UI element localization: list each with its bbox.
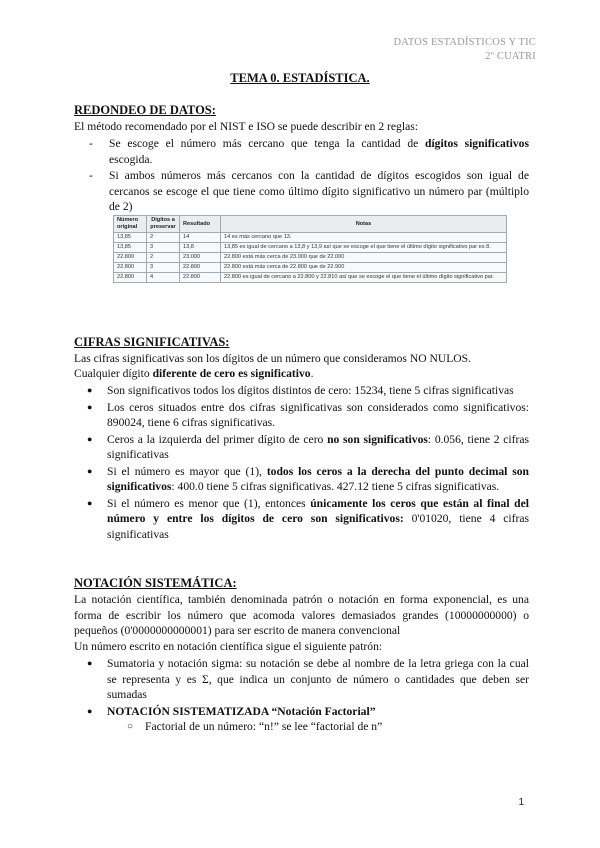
cifras-bullets [74,383,529,543]
list-item: ● Sumatoria y notación sigma: su notación se debe al nombre de la letra griega con la cual se representa y es Σ, que indica un conjunto de número o cantidades que deben ser sumadas [87,657,529,701]
list-item: ● NOTACIÓN SISTEMATIZADA “Notación Factorial” ○ Factorial de un número: “n!” se lee “factorial de n” [74,704,529,735]
list-item: ● Si el número es mayor que (1), todos los ceros a la derecha del punto decimal son significativos: 400.0 tiene 5 cifras significativas. 427.12 tiene 5 cifras significativas. [87,464,529,493]
rule-item: - Se escoge el número más cercano que tenga la cantidad de dígitos significativos escogida. [89,137,529,166]
list-item: ● Ceros a la izquierda del primer dígito de cero no son significativos: 0.056, tiene 2 cifras significativas [87,432,529,461]
section-heading-cifras: CIFRAS SIGNIFICATIVAS: [74,335,230,349]
list-item: ● Son significativos todos los dígitos distintos de cero: 15234, tiene 5 cifras significativas [87,384,514,397]
section-heading-redondeo: REDONDEO DE DATOS: [74,103,216,117]
list-item: ● Si el número es menor que (1), entonces únicamente los ceros que están al final del número y entre los dígitos de cero son significativos: 0'01020, tiene 4 cifras significativas [87,496,529,541]
bullet-dot-icon: ● [87,497,93,508]
bullet-dot-icon: ● [87,433,93,444]
column-header: Dígitos a preservar [147,216,180,233]
column-header: Resultado [180,216,221,233]
notacion-pattern-line: Un número escrito en notación científica sigue el siguiente patrón: [74,640,383,653]
bullet-dot-icon: ● [87,465,93,476]
notacion-bullets [74,656,529,736]
table-row: 13,85 2 14 14 es más cercano que 13. [114,233,507,243]
section-heading-notacion: NOTACIÓN SISTEMÁTICA: [74,576,237,590]
table-row: 22.800 4 22.800 22.800 es igual de cercano a 22.800 y 22.810 así que se escoge el que tiene el último dígito significativo par. [114,273,507,283]
header-term: 2º CUATRI [485,51,536,62]
cifras-rule: Cualquier dígito diferente de cero es significativo. [74,367,314,380]
header-subject: DATOS ESTADÍSTICOS Y TIC [393,37,536,48]
table-row: 22.800 3 22.800 22.800 está más cerca de 22.800 que de 22.900 [114,263,507,273]
rule-item: - Si ambos números más cercanos con la cantidad de dígitos escogidos son igual de cercanos se escoge el que tiene como último dígito significativo un número par (múltiplo de 2) [89,169,529,213]
bullet-dot-icon: ● [87,705,93,716]
bullet-dot-icon: ● [87,385,93,395]
page-number: 1 [518,797,524,808]
table-header-row [114,216,507,233]
bullet-dot-icon: ● [87,658,93,668]
list-item: ● Los ceros situados entre dos cifras significativas son considerados como significativos: 890024, tiene 6 cifras significativas. [87,400,529,429]
table-row: 13,85 3 13,8 13,85 es igual de cercano a 13,8 y 13,9 así que se escoge el que tiene el último dígito significativo par es 8. [114,243,507,253]
rounding-table [113,215,507,283]
redondeo-rules [74,136,529,216]
column-header: Notas [221,216,507,233]
document-header [393,36,536,64]
sub-list-item: ○ Factorial de un número: “n!” se lee “factorial de n” [127,720,383,733]
table-row: 22.800 2 23.000 22.800 está más cerca de 23.000 que de 22.000 [114,253,507,263]
sub-list [107,719,529,735]
cifras-definition: Las cifras significativas son los dígitos de un número que consideramos NO NULOS. [74,352,472,365]
redondeo-intro: El método recomendado por el NIST e ISO se puede describir en 2 reglas: [74,120,418,133]
hollow-bullet-icon: ○ [127,721,134,732]
page-title: TEMA 0. ESTADÍSTICA. [230,71,370,85]
column-header: Número original [114,216,147,233]
notacion-paragraph: La notación científica, también denominada patrón o notación en forma exponencial, es una forma de escribir los número que acomoda valores demasiados grandes (10000000000) o pequeños (0'0000000000001) para ser escrito de manera convencional [74,593,529,637]
bullet-dot-icon: ● [87,401,93,412]
